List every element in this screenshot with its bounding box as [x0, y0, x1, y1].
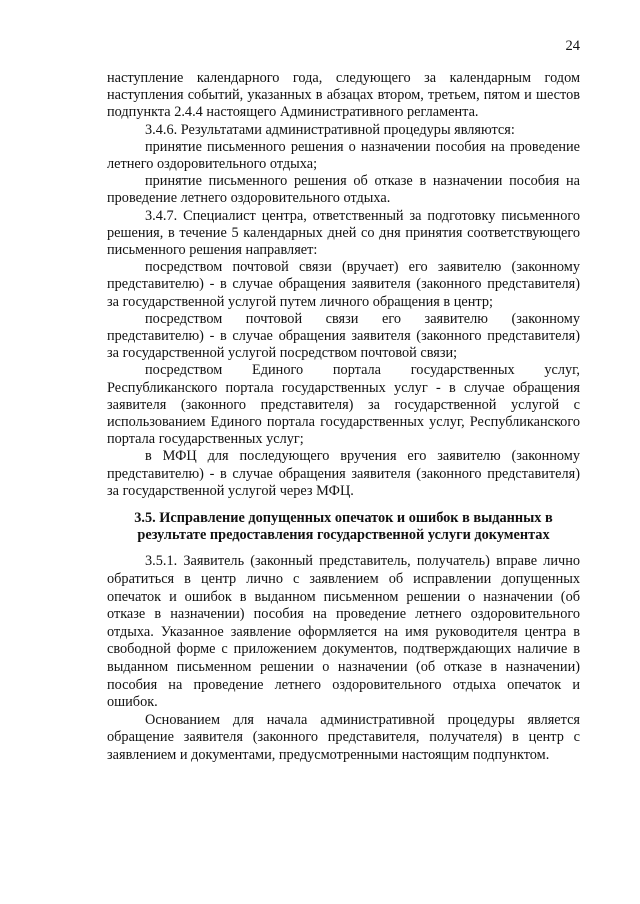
paragraph: 3.4.7. Специалист центра, ответственный за подготовку письменного решения, в течение 5 календарных дней со дня принятия соответствующего письменного решения направляет: [107, 207, 580, 259]
paragraph: в МФЦ для последующего вручения его заявителю (законному представителю) - в случае обращения заявителя (законного представителя) за государственной услугой через МФЦ. [107, 448, 580, 499]
section-heading-line-2: результате предоставления государственной услуги документах [137, 527, 550, 544]
section-heading-line-1: 3.5. Исправление допущенных опечаток и ошибок в выданных в [134, 510, 553, 527]
paragraph: посредством почтовой связи (вручает) его заявителю (законному представителю) - в случае обращения заявителя (законного представителя) за государственной услугой путем личного обращения в центр; [107, 259, 580, 310]
paragraph: Основанием для начала административной процедуры является обращение заявителя (законного представителя, получателя) в центр с заявлением и документами, предусмотренными настоящим подпунктом. [107, 711, 580, 764]
paragraph: 3.4.6. Результатами административной процедуры являются: [145, 121, 515, 138]
paragraph: посредством Единого портала государственных услуг, Республиканского портала государственных услуг - в случае обращения заявителя (законного представителя) за государственной услугой с использованием Единого портала государственных услуг, Республиканского портала государственных услуг; [107, 362, 580, 448]
top-paragraphs [107, 70, 580, 500]
paragraph: принятие письменного решения о назначении пособия на проведение летнего оздоровительного отдыха; [107, 138, 580, 173]
page-number: 24 [565, 38, 580, 54]
section-heading [107, 510, 580, 544]
paragraph: принятие письменного решения об отказе в назначении пособия на проведение летнего оздоровительного отдыха. [107, 173, 580, 207]
section-body [107, 553, 580, 764]
paragraph: 3.5.1. Заявитель (законный представитель, получатель) вправе лично обратиться в центр лично с заявлением об исправлении допущенных опечаток и ошибок в выданном письменном решении о назначении (об отказе в назначении) пособия на проведение летнего оздоровительного отдыха. Указанное заявление оформляется на имя руководителя центра в свободной форме с приложением документов, подтверждающих наличие в выданном письменном решении о назначении (об отказе в назначении) пособия на проведение летнего оздоровительного отдыха опечаток и ошибок. [107, 553, 580, 711]
document-body [107, 70, 580, 765]
paragraph: наступление календарного года, следующего за календарным годом наступления событий, указанных в абзацах втором, третьем, пятом и шестов подпункта 2.4.4 настоящего Административного регламента. [107, 70, 580, 121]
paragraph: посредством почтовой связи его заявителю (законному представителю) - в случае обращения заявителя (законного представителя) за государственной услугой посредством почтовой связи; [107, 310, 580, 362]
